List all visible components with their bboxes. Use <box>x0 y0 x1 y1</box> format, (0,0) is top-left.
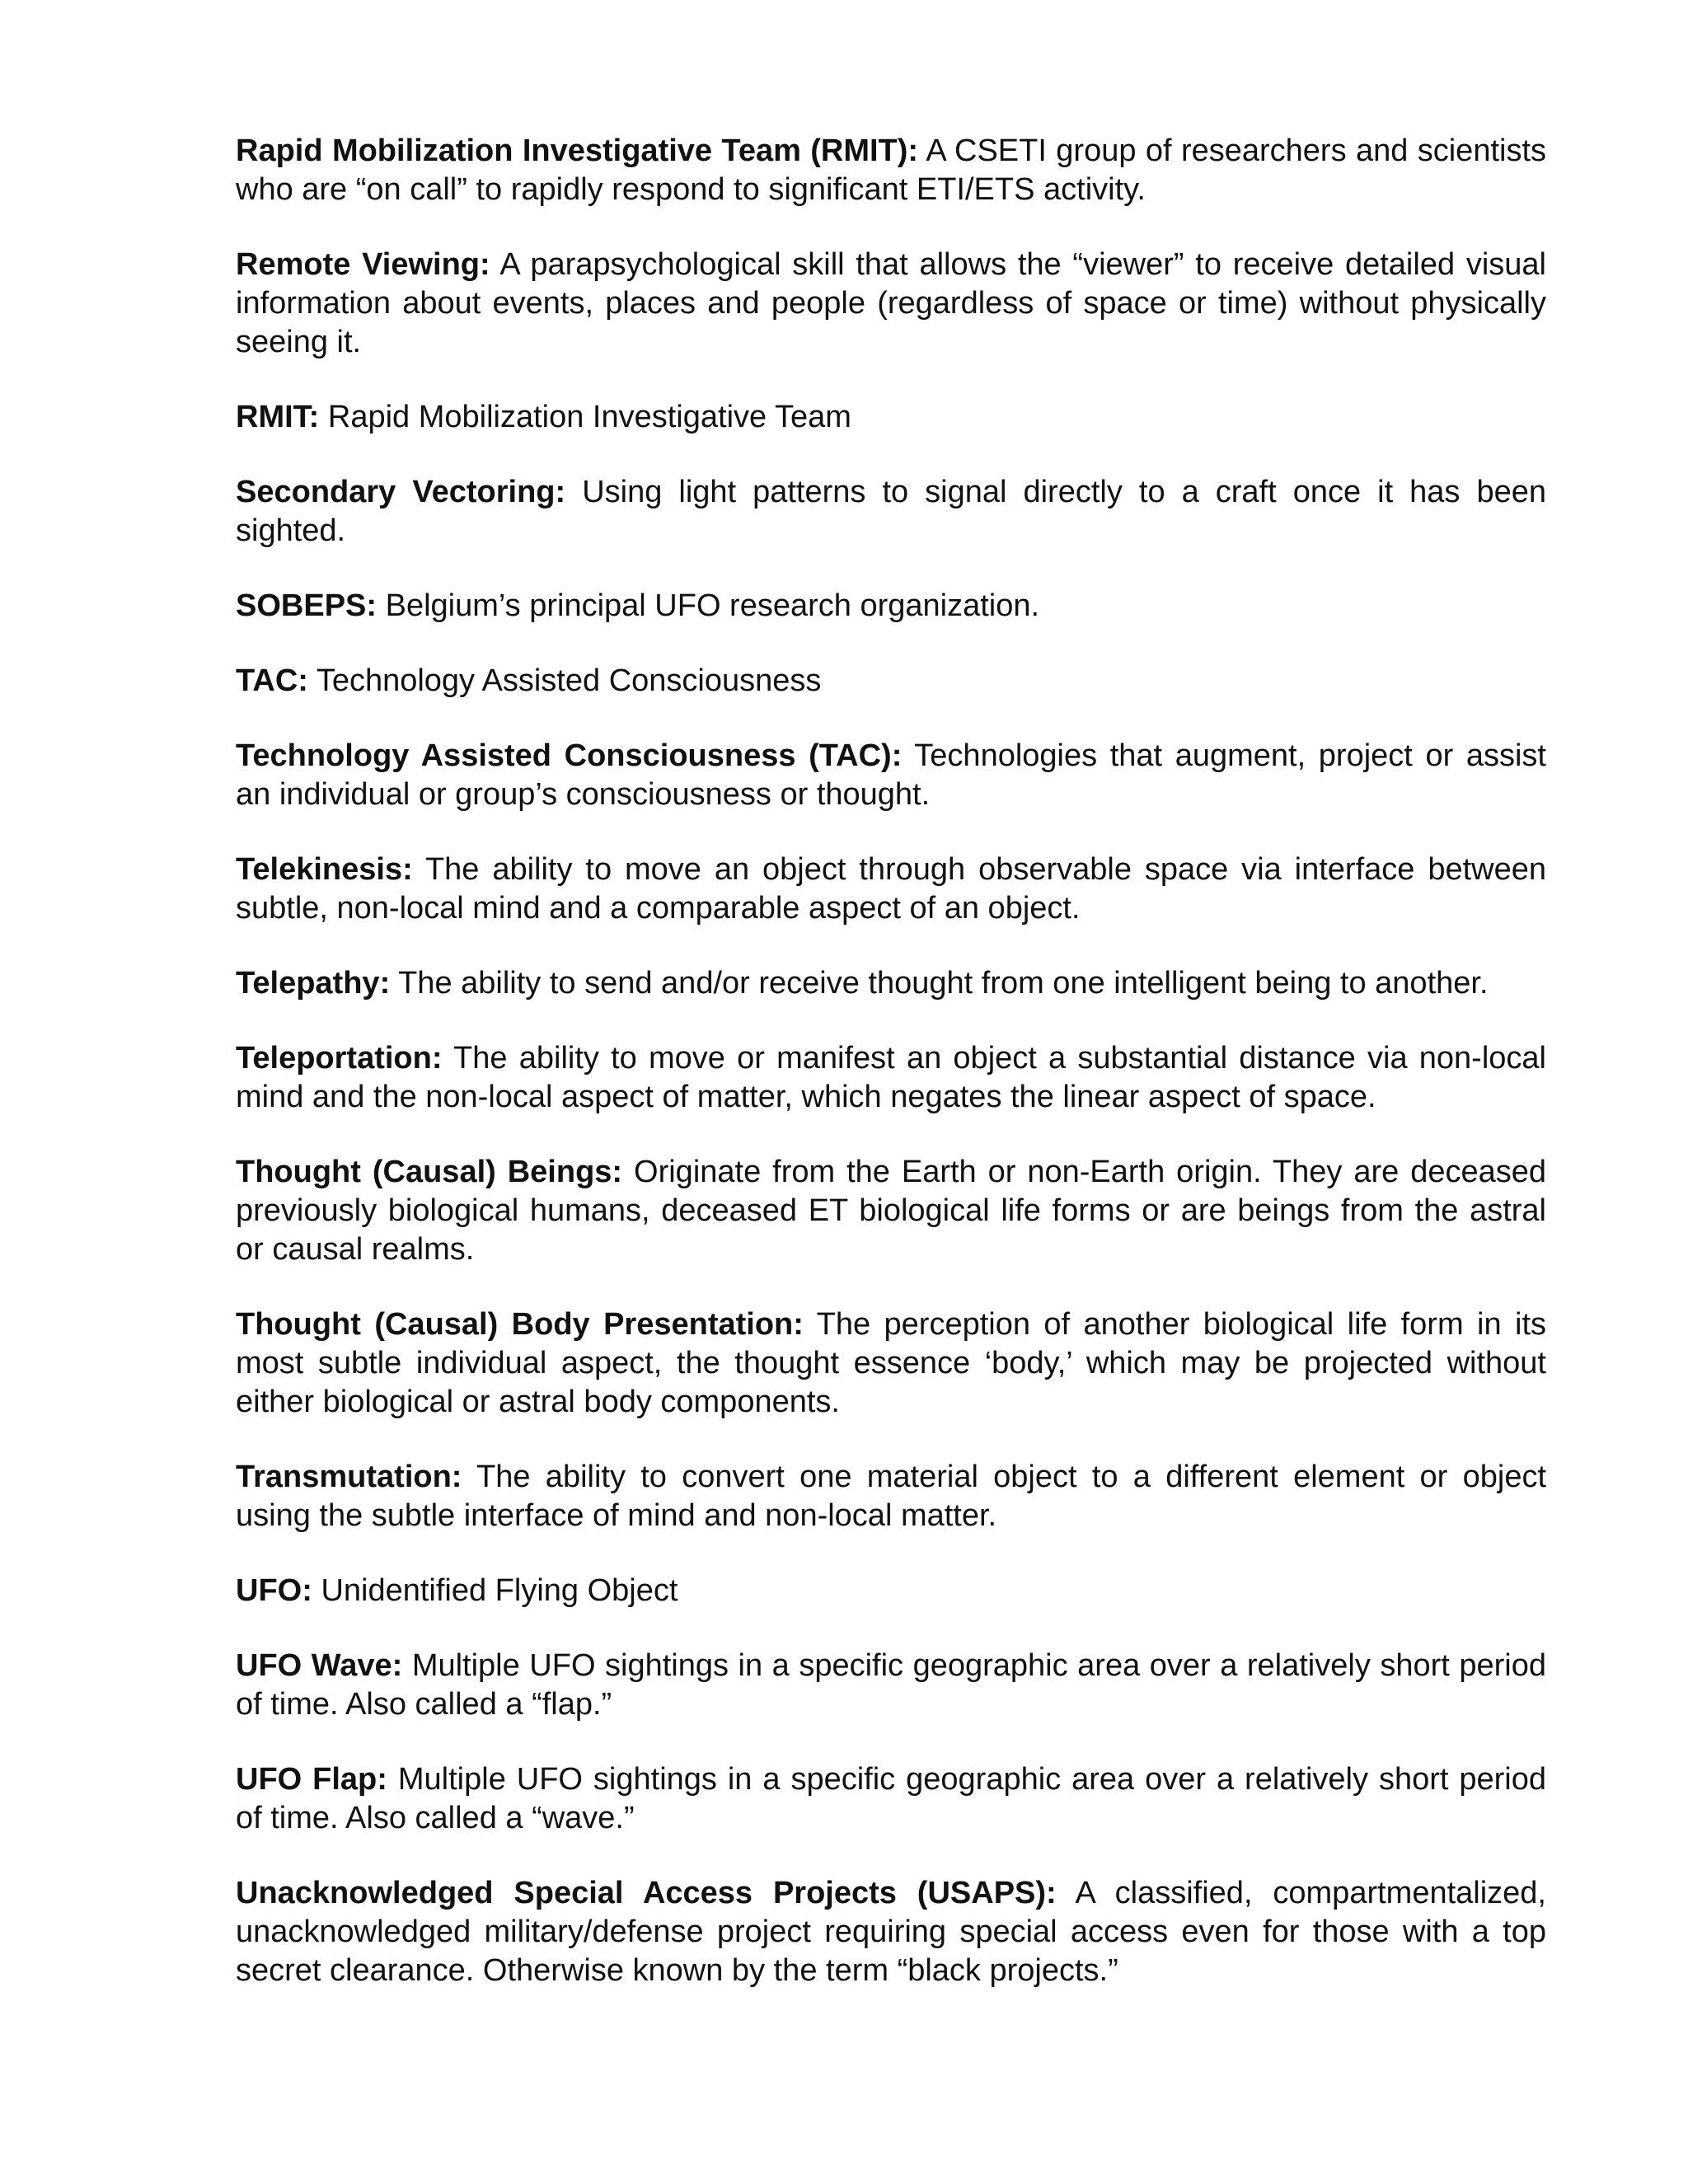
entry-definition: Multiple UFO sightings in a specific geographic area over a relatively short period of time. Also called a “wave.” <box>236 1762 1547 1835</box>
entry-definition: Technology Assisted Consciousness <box>316 663 822 698</box>
glossary-entry-tac <box>236 662 1546 701</box>
entry-definition: Technologies that augment, project or assist an individual or group’s consciousness or thought. <box>236 738 1546 812</box>
entry-term: Thought (Causal) Beings: <box>236 1155 623 1189</box>
glossary-entry-remote-viewing <box>236 246 1546 362</box>
entry-term: Teleportation: <box>236 1041 443 1076</box>
entry-definition: Rapid Mobilization Investigative Team <box>327 400 851 434</box>
entry-term: Telepathy: <box>236 966 391 1001</box>
entry-definition: Using light patterns to signal directly to a craft once it has been sighted. <box>236 475 1546 548</box>
entry-term: Telekinesis: <box>236 852 413 887</box>
entry-definition: Multiple UFO sightings in a specific geographic area over a relatively short period of time. Also called a “flap.” <box>236 1648 1547 1722</box>
entry-term: TAC: <box>236 663 308 698</box>
glossary-entry-tac-full <box>236 737 1546 814</box>
glossary-entry-ufo-flap <box>236 1760 1546 1838</box>
entry-definition: A CSETI group of researchers and scientists who are “on call” to rapidly respond to significant ETI/ETS activity. <box>236 134 1547 207</box>
entry-definition: The ability to move or manifest an object a substantial distance via non-local mind and the non-local aspect of matter, which negates the linear aspect of space. <box>236 1041 1546 1114</box>
entry-term: SOBEPS: <box>236 588 377 623</box>
entry-term: Rapid Mobilization Investigative Team (RMIT): <box>236 134 919 168</box>
entry-term: Transmutation: <box>236 1460 462 1494</box>
entry-term: UFO Wave: <box>236 1648 403 1683</box>
glossary-entry-rmit <box>236 398 1546 437</box>
entry-definition: A parapsychological skill that allows the “viewer” to receive detailed visual information about events, places and people (regardless of space or time) without physically seeing it. <box>236 247 1546 359</box>
entry-definition: The ability to send and/or receive thought from one intelligent being to another. <box>398 966 1489 1001</box>
glossary-entry-transmutation <box>236 1458 1546 1535</box>
entry-term: RMIT: <box>236 400 320 434</box>
entry-definition: The perception of another biological life form in its most subtle individual aspect, the thought essence ‘body,’ which may be projected without either biological or astral body components. <box>236 1307 1547 1419</box>
glossary-entry-usaps <box>236 1874 1546 1990</box>
entry-term: Secondary Vectoring: <box>236 475 566 509</box>
entry-definition: The ability to convert one material object to a different element or object using the subtle interface of mind and non-local matter. <box>236 1460 1547 1533</box>
glossary-entry-thought-body <box>236 1305 1546 1422</box>
glossary-page <box>236 132 1546 2027</box>
entry-term: UFO Flap: <box>236 1762 387 1797</box>
entry-term: Remote Viewing: <box>236 247 490 282</box>
glossary-entry-telekinesis <box>236 851 1546 928</box>
glossary-entry-thought-beings <box>236 1153 1546 1269</box>
entry-definition: Unidentified Flying Object <box>321 1573 678 1608</box>
glossary-entry-secondary-vectoring <box>236 473 1546 551</box>
glossary-entry-teleportation <box>236 1039 1546 1117</box>
glossary-entry-ufo <box>236 1572 1546 1610</box>
entry-definition: The ability to move an object through observable space via interface between subtle, non-local mind and a comparable aspect of an object. <box>236 852 1546 926</box>
entry-definition: A classified, compartmentalized, unacknowledged military/defense project requiring special access even for those with a top secret clearance. Otherwise known by the term “black projects.” <box>236 1876 1546 1988</box>
entry-definition: Belgium’s principal UFO research organization. <box>385 588 1040 623</box>
entry-term: Thought (Causal) Body Presentation: <box>236 1307 804 1342</box>
glossary-entry-telepathy <box>236 964 1546 1003</box>
glossary-entry-rmit-full <box>236 132 1546 209</box>
entry-term: Technology Assisted Consciousness (TAC): <box>236 738 903 773</box>
entry-term: UFO: <box>236 1573 312 1608</box>
entry-definition: Originate from the Earth or non-Earth origin. They are deceased previously biological humans, deceased ET biological life forms or are beings from the astral or causal realms. <box>236 1155 1547 1267</box>
entry-term: Unacknowledged Special Access Projects (USAPS): <box>236 1876 1057 1910</box>
glossary-entry-ufo-wave <box>236 1647 1546 1724</box>
glossary-entry-sobeps <box>236 587 1546 626</box>
